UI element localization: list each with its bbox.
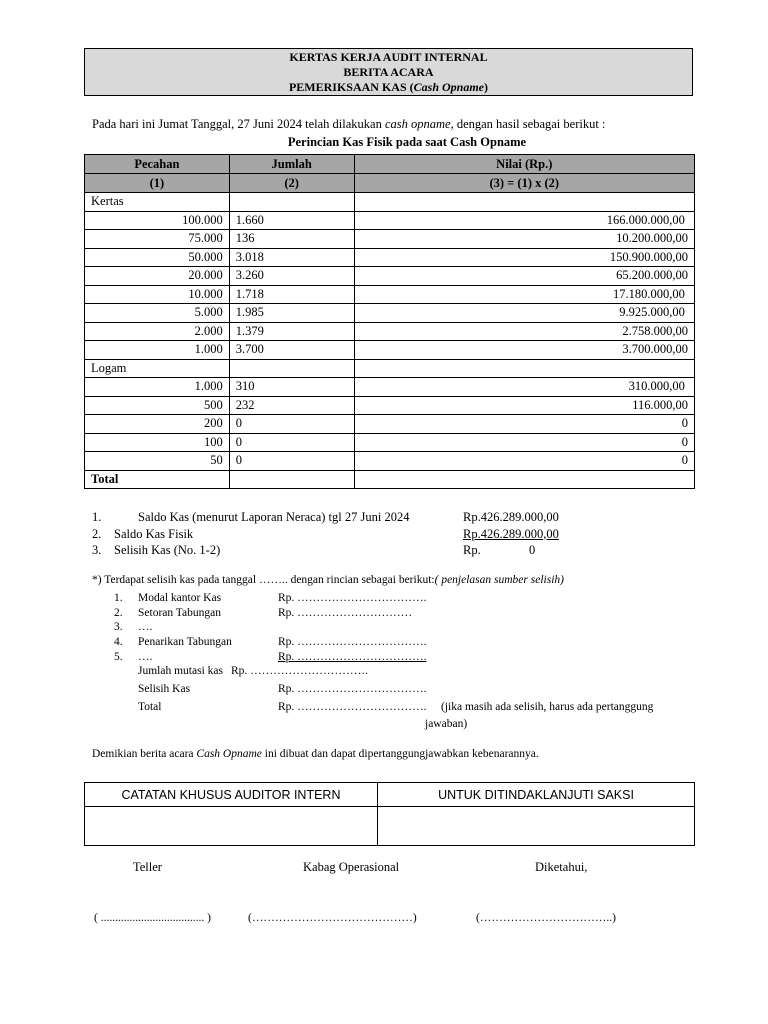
difference-details [114,591,654,730]
cell-pecahan: 10.000 [85,285,230,304]
cell-pecahan: 50 [85,452,230,471]
summary-label: Selisih Kas (No. 1-2) [114,543,221,557]
summary-num: 3. [92,543,102,557]
cell-nilai: 310.000,00 [354,378,694,397]
intro-text: Pada hari ini Jumat Tanggal, 27 Juni 2024 telah dilakukan cash opname, dengan hasil sebagai berikut : [92,117,606,131]
detail-num: 2. [114,606,123,619]
section-row-logam [85,359,695,378]
header-subject: PEMERIKSAAN KAS (Cash Opname) [288,80,489,94]
mutasi-value: Rp. …………………………. [231,665,369,678]
table-row [85,267,695,286]
selisih-row [114,679,427,697]
detail-label: …. [138,621,153,634]
cell-nilai: 17.180.000,00 [354,285,694,304]
signature-diketahui-label: Diketahui, [535,860,588,874]
detail-value: Rp. ………………………… [278,606,413,619]
document-header [84,48,693,96]
cell-nilai: 2.758.000,00 [354,322,694,341]
detail-label: Penarikan Tabungan [138,636,232,649]
list-item [114,635,427,650]
table-row [85,322,695,341]
summary-value: Rp.426.289.000,00 [463,526,559,541]
total-detail-note: (jika masih ada selisih, harus ada pertanggung [441,700,654,713]
subheader-3: (3) = (1) x (2) [354,174,694,193]
header-pecahan: Pecahan [85,155,230,174]
summary-item [92,509,559,526]
cell-nilai: 65.200.000,00 [354,267,694,286]
notes-header-auditor: CATATAN KHUSUS AUDITOR INTERN [85,783,378,807]
section-label: Logam [85,359,230,378]
cell-pecahan: 50.000 [85,248,230,267]
total-detail-note-cont: jawaban) [425,717,468,730]
cell-jumlah: 1.660 [229,211,354,230]
notes-cell-auditor[interactable] [85,807,378,846]
table-row [85,396,695,415]
list-item [114,620,153,635]
summary-item [92,526,559,543]
cell-pecahan: 100.000 [85,211,230,230]
cell-pecahan: 100 [85,433,230,452]
signature-kabag-label: Kabag Operasional [303,860,400,874]
cell-nilai: 166.000.000,00 [354,211,694,230]
signature-line-kabag: (……………………………………) [248,912,417,924]
cell-jumlah: 1.985 [229,304,354,323]
table-row [85,378,695,397]
list-item [114,650,427,665]
signature-teller-label: Teller [133,860,162,874]
cell-pecahan: 1.000 [85,378,230,397]
table-row [85,230,695,249]
notes-header-saksi: UNTUK DITINDAKLANJUTI SAKSI [378,783,695,807]
cell-nilai: 0 [354,433,694,452]
cell-jumlah: 0 [229,452,354,471]
notes-cell-saksi[interactable] [378,807,695,846]
detail-value: Rp. ……………………………. [278,650,427,663]
cell-pecahan: 500 [85,396,230,415]
cell-jumlah: 310 [229,378,354,397]
cell-pecahan: 1.000 [85,341,230,360]
total-detail-value: Rp. ……………………………. [278,700,427,713]
cell-jumlah: 0 [229,415,354,434]
cell-pecahan: 75.000 [85,230,230,249]
cell-jumlah: 3.018 [229,248,354,267]
difference-note: *) Terdapat selisih kas pada tanggal …….. dengan rincian sebagai berikut:( penjelasan sumber selisih) [92,574,564,586]
table-row [85,452,695,471]
signature-line-diketahui: (……………………………..) [476,912,616,924]
detail-num: 1. [114,592,123,604]
summary-num: 1. [92,510,102,524]
subheader-1: (1) [85,174,230,193]
summary-item [92,542,536,559]
cell-nilai: 9.925.000,00 [354,304,694,323]
summary-value-prefix: Rp. [463,543,481,557]
table-row [85,415,695,434]
header-subtitle: BERITA ACARA [343,65,434,79]
table-subheader-row [85,174,695,193]
detail-label: …. [138,650,153,663]
detail-label: Setoran Tabungan [138,606,221,619]
summary-label: Saldo Kas (menurut Laporan Neraca) tgl 27 Juni 2024 [138,510,410,524]
cell-nilai: 0 [354,452,694,471]
detail-num: 4. [114,636,123,649]
selisih-value: Rp. ……………………………. [278,683,427,696]
cell-pecahan: 5.000 [85,304,230,323]
header-title: KERTAS KERJA AUDIT INTERNAL [289,50,488,64]
cell-jumlah: 0 [229,433,354,452]
selisih-label: Selisih Kas [138,683,191,696]
cell-jumlah: 1.718 [229,285,354,304]
section-label: Kertas [85,193,230,212]
cell-jumlah: 3.260 [229,267,354,286]
notes-table [84,782,695,846]
summary-num: 2. [92,526,102,541]
total-detail-label: Total [138,700,162,713]
summary-value: Rp.426.289.000,00 [463,510,559,524]
cell-pecahan: 2.000 [85,322,230,341]
cell-nilai: 3.700.000,00 [354,341,694,360]
header-jumlah: Jumlah [229,155,354,174]
total-label: Total [85,470,230,489]
detail-num: 5. [114,650,123,663]
table-title: Perincian Kas Fisik pada saat Cash Opname [287,135,527,149]
list-item [114,606,413,621]
cell-pecahan: 20.000 [85,267,230,286]
table-row [85,211,695,230]
table-row [85,433,695,452]
detail-value: Rp. ……………………………. [278,636,427,649]
summary-value: 0 [529,543,536,557]
table-row [85,248,695,267]
cell-nilai: 150.900.000,00 [354,248,694,267]
table-row [85,285,695,304]
detail-label: Modal kantor Kas [138,592,222,604]
cell-nilai: 10.200.000,00 [354,230,694,249]
detail-num: 3. [114,621,123,634]
list-item [114,591,427,606]
cell-nilai: 116.000,00 [354,396,694,415]
closing-statement: Demikian berita acara Cash Opname ini dibuat dan dapat dipertanggungjawabkan kebenarannya. [92,748,539,760]
mutasi-label: Jumlah mutasi kas [138,665,223,678]
cell-nilai: 0 [354,415,694,434]
section-row-kertas [85,193,695,212]
summary-list [92,509,559,559]
total-row [85,470,695,489]
cell-jumlah: 136 [229,230,354,249]
header-nilai: Nilai (Rp.) [354,155,694,174]
cash-count-table [84,154,695,489]
total-detail-row [114,697,654,730]
table-row [85,304,695,323]
cell-jumlah: 1.379 [229,322,354,341]
detail-value: Rp. ……………………………. [278,592,427,604]
subheader-2: (2) [229,174,354,193]
table-header-row [85,155,695,174]
signature-line-teller: ( .................................... ) [94,912,211,924]
cell-jumlah: 232 [229,396,354,415]
mutasi-row [114,664,369,679]
table-row [85,341,695,360]
summary-label: Saldo Kas Fisik [114,526,194,541]
cell-pecahan: 200 [85,415,230,434]
cell-jumlah: 3.700 [229,341,354,360]
